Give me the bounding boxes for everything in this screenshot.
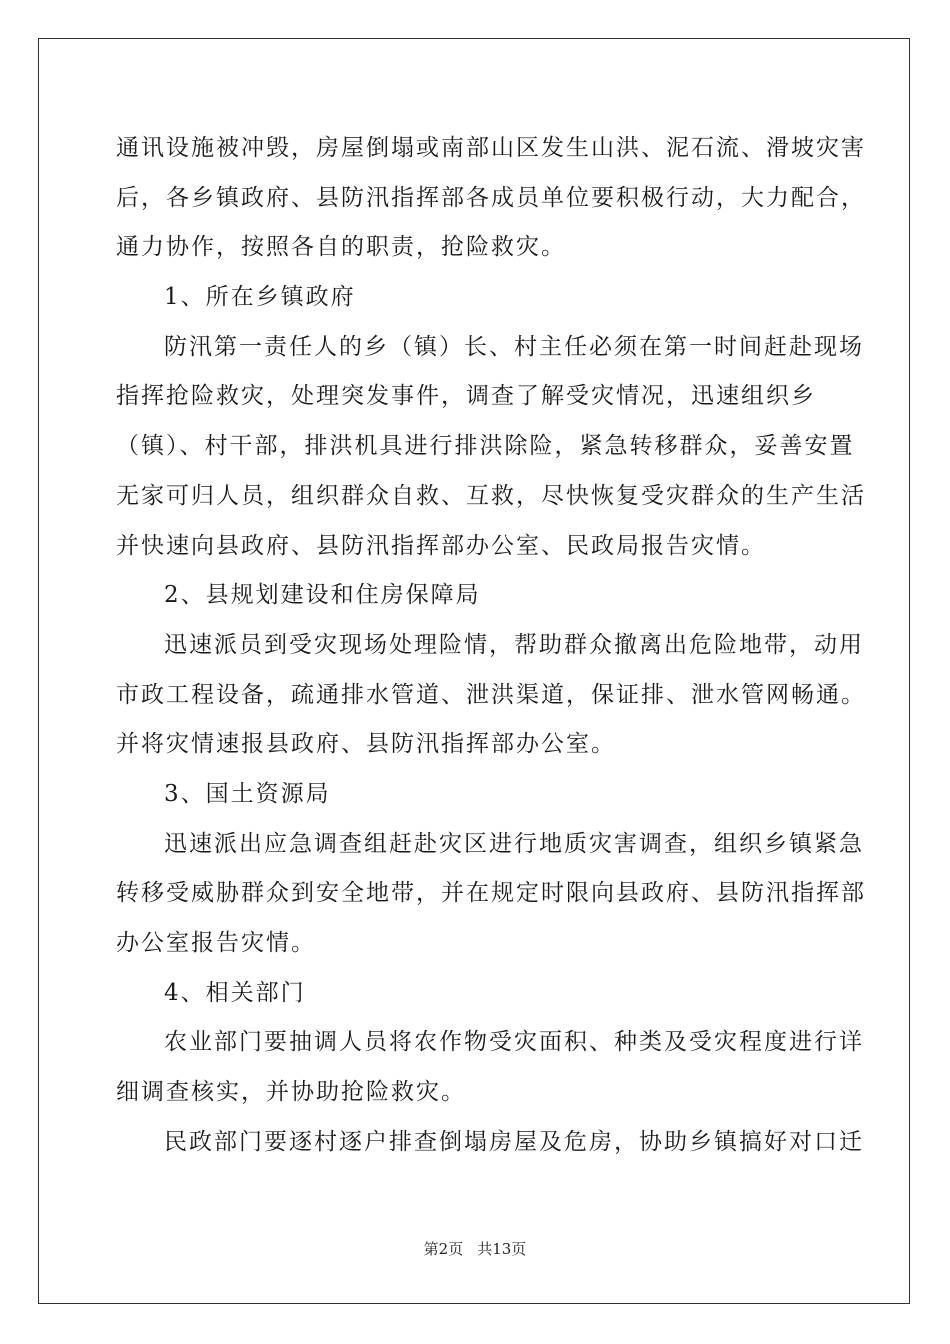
paragraph-line: 指挥抢险救灾，处理突发事件，调查了解受灾情况，迅速组织乡 <box>116 383 816 410</box>
paragraph-line: 通讯设施被冲毁，房屋倒塌或南部山区发生山洪、泥石流、滑坡灾害 <box>116 135 866 161</box>
paragraph-line: 迅速派出应急调查组赶赴灾区进行地质灾害调查，组织乡镇紧急 <box>164 830 864 857</box>
document-body <box>116 124 866 1167</box>
page-number: 第2页 <box>423 1240 464 1258</box>
paragraph-line: 市政工程设备，疏通排水管道、泄洪渠道，保证排、泄水管网畅通。 <box>116 681 866 708</box>
paragraph-line: 通力协作，按照各自的职责，抢险救灾。 <box>116 234 566 261</box>
paragraph-line: 无家可归人员，组织群众自救、互救，尽快恢复受灾群众的生产生活 <box>116 482 866 509</box>
paragraph-line: 防汛第一责任人的乡（镇）长、村主任必须在第一时间赶赴现场 <box>164 333 864 360</box>
section-heading: 4、相关部门 <box>164 979 306 1006</box>
paragraph-line: 迅速派员到受灾现场处理险情，帮助群众撤离出危险地带，动用 <box>164 631 864 658</box>
section-heading: 3、国土资源局 <box>164 780 331 807</box>
paragraph-line: 办公室报告灾情。 <box>116 930 316 956</box>
paragraph-line: 后，各乡镇政府、县防汛指挥部各成员单位要积极行动，大力配合， <box>116 184 866 211</box>
paragraph-line: 细调查核实，并协助抢险救灾。 <box>116 1079 466 1106</box>
section-heading: 2、县规划建设和住房保障局 <box>164 582 481 609</box>
paragraph-line: 并将灾情速报县政府、县防汛指挥部办公室。 <box>116 731 616 758</box>
page-footer <box>0 1238 950 1259</box>
paragraph-line: 转移受威胁群众到安全地带，并在规定时限向县政府、县防汛指挥部 <box>116 880 866 907</box>
paragraph-line: （镇）、村干部，排洪机具进行排洪除险，紧急转移群众，妥善安置 <box>116 433 855 460</box>
section-heading: 1、所在乡镇政府 <box>164 284 356 311</box>
paragraph-line: 并快速向县政府、县防汛指挥部办公室、民政局报告灾情。 <box>116 532 766 559</box>
paragraph-line: 农业部门要抽调人员将农作物受灾面积、种类及受灾程度进行详 <box>164 1029 864 1056</box>
total-pages: 共13页 <box>477 1240 527 1258</box>
paragraph-line: 民政部门要逐村逐户排查倒塌房屋及危房，协助乡镇搞好对口迁 <box>164 1128 864 1155</box>
